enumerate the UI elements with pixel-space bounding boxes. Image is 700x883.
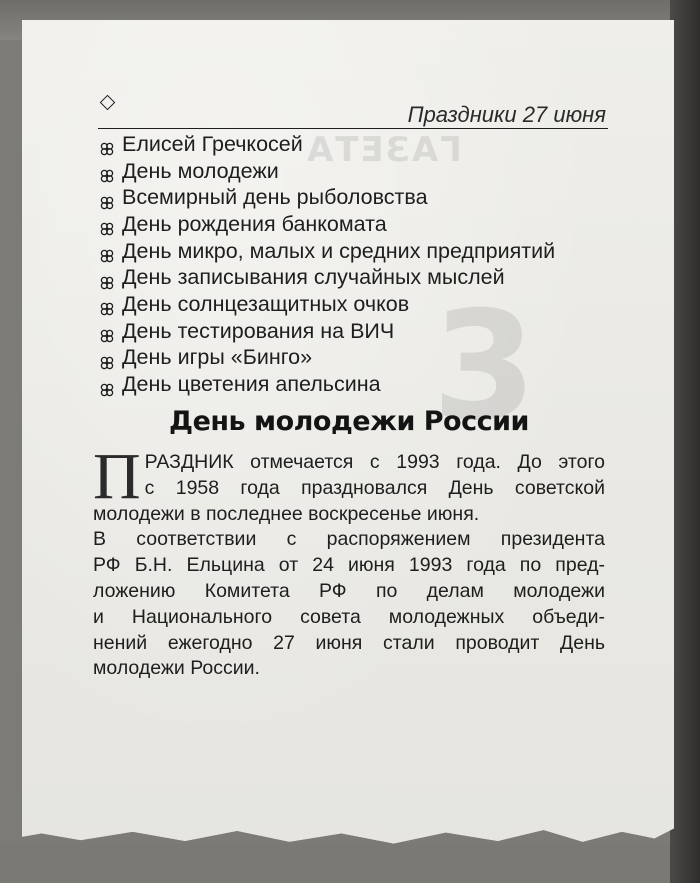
holiday-item: [100, 131, 620, 158]
article-line: нений ежегодно 27 июня стали проводит День: [93, 631, 605, 654]
holiday-item: [100, 345, 620, 372]
article-line: молодежи в последнее воскресенье июня.: [93, 502, 480, 525]
flower-ornament-icon: [100, 137, 114, 151]
flower-ornament-icon: [100, 191, 114, 205]
section-title: Праздники 27 июня: [407, 102, 606, 127]
bleed-through-digit: 3: [432, 280, 537, 454]
article-line: ложению Комитета РФ по делам молодежи: [93, 579, 605, 602]
flower-ornament-icon: [100, 324, 114, 338]
holiday-item: [100, 211, 620, 238]
drop-cap: П: [93, 440, 141, 513]
article-line: молодежи России.: [93, 657, 260, 680]
holiday-label: Елисей Гречкосей: [122, 131, 303, 156]
flower-ornament-icon: [100, 378, 114, 392]
article-line: с 1958 года праздновался День советской: [144, 476, 605, 499]
holiday-label: День рождения банкомата: [122, 211, 387, 236]
holiday-label: День цветения апельсина: [122, 372, 381, 397]
article-line: РАЗДНИК отмечается с 1993 года. До этого: [144, 451, 605, 473]
flower-ornament-icon: [100, 244, 114, 258]
section-header: [98, 94, 608, 129]
bleed-through-text: ГАЗЕТА: [305, 130, 462, 170]
flower-ornament-icon: [100, 351, 114, 365]
holiday-label: День игры «Бинго»: [122, 345, 313, 370]
flower-ornament-icon: [100, 297, 114, 311]
article-line: РФ Б.Н. Ельцина от 24 июня 1993 года по пред-: [93, 554, 605, 577]
article-title: День молодежи России: [169, 406, 529, 437]
holiday-label: День солнцезащитных очков: [122, 291, 410, 316]
holiday-item: [100, 291, 620, 318]
holiday-item: [100, 158, 620, 185]
diamond-icon: [100, 95, 116, 111]
background-edge: [670, 0, 700, 883]
holiday-item: [100, 318, 620, 345]
holiday-item: [100, 184, 620, 211]
holiday-label: День тестирования на ВИЧ: [122, 318, 395, 343]
article-line: В соответствии с распоряжением президента: [93, 528, 605, 551]
flower-ornament-icon: [100, 271, 114, 285]
flower-ornament-icon: [100, 164, 114, 178]
holiday-item: [100, 264, 620, 291]
holiday-label: День молодежи: [122, 158, 279, 183]
holiday-label: День записывания случайных мыслей: [122, 265, 505, 290]
article-line: и Национального совета молодежных объеди-: [93, 605, 605, 628]
holiday-label: День микро, малых и средних предприятий: [122, 238, 556, 263]
background-bottom: [0, 843, 700, 883]
article-body: [93, 440, 605, 682]
holiday-label: Всемирный день рыболовства: [122, 185, 428, 210]
flower-ornament-icon: [100, 217, 114, 231]
holiday-item: [100, 238, 620, 265]
holiday-list: [100, 131, 620, 398]
holiday-item: [100, 371, 620, 398]
